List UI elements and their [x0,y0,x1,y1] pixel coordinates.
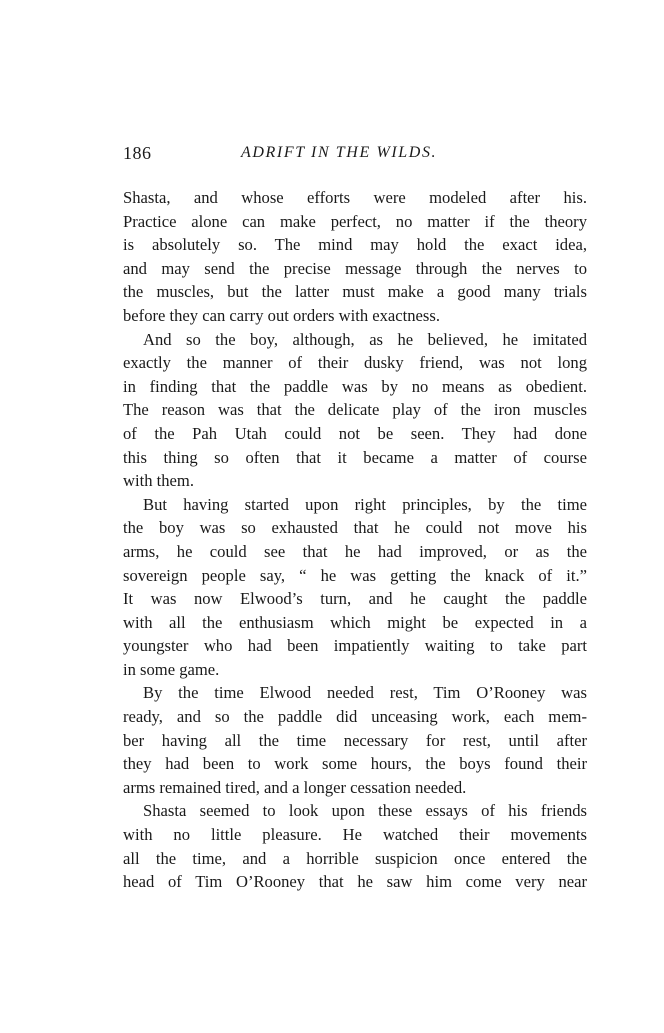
text-line: And so the boy, although, as he believed, he imitated [143,329,587,349]
text-line: ready, and so the paddle did unceasing work, each mem- [123,707,587,727]
text-line: in finding that the paddle was by no means as obedient. [123,376,587,396]
text-line: The reason was that the delicate play of the iron muscles [123,400,587,420]
text-line: exactly the manner of their dusky friend, was not long [123,353,587,373]
text-line: in some game. [123,659,220,679]
text-line: But having started upon right principles, by the time [143,494,587,514]
text-line: with them. [123,471,194,491]
text-line: By the time Elwood needed rest, Tim O’Rooney was [143,683,587,703]
text-line: all the time, and a horrible suspicion once entered the [123,848,587,868]
text-line: with no little pleasure. He watched their movements [123,825,587,845]
text-line: Shasta seemed to look upon these essays of his friends [143,801,587,821]
text-line: Practice alone can make perfect, no matter if the theory [123,211,587,231]
text-line: the muscles, but the latter must make a good many trials [123,282,587,302]
text-line: they had been to work some hours, the boys found their [123,754,587,774]
text-line: It was now Elwood’s turn, and he caught the paddle [123,589,587,609]
text-line: ber having all the time necessary for rest, until after [123,730,587,750]
text-line: is absolutely so. The mind may hold the exact idea, [123,235,587,255]
page-number: 186 [123,143,152,163]
text-line: sovereign people say, “ he was getting the knack of it.” [123,565,587,585]
running-head [123,143,587,167]
text-line: arms remained tired, and a longer cessation needed. [123,777,467,797]
text-line: arms, he could see that he had improved, or as the [123,541,587,561]
book-title: ADRIFT IN THE WILDS. [241,144,438,161]
text-line: youngster who had been impatiently waiting to take part [123,636,587,656]
text-line: and may send the precise message through the nerves to [123,258,587,278]
text-line: Shasta, and whose efforts were modeled after his. [123,188,587,207]
text-line: the boy was so exhausted that he could not move his [123,518,587,538]
text-line: this thing so often that it became a matter of course [123,447,587,467]
text-line: with all the enthusiasm which might be expected in a [123,612,587,632]
body-text [123,186,587,894]
text-line: of the Pah Utah could not be seen. They had done [123,423,587,443]
text-line: head of Tim O’Rooney that he saw him come very near [123,872,587,892]
text-line: before they can carry out orders with exactness. [123,305,440,325]
